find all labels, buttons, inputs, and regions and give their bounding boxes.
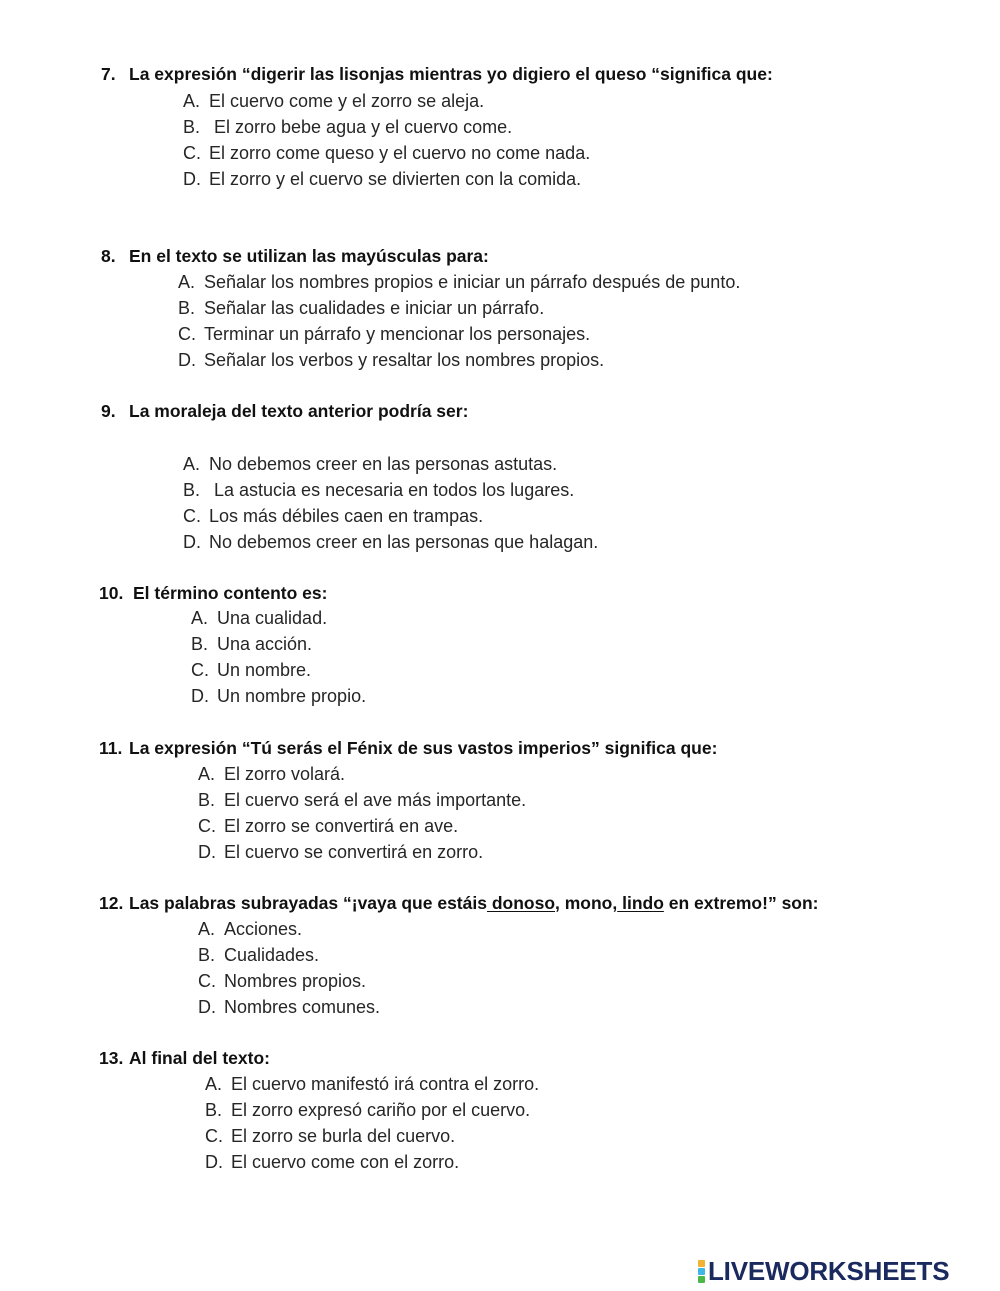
question-prompt: 10. El término contento es: (99, 583, 328, 603)
answer-option[interactable]: D. El cuervo se convertirá en zorro. (198, 842, 484, 862)
answer-option[interactable]: D. Señalar los verbos y resaltar los nombres propios. (178, 350, 605, 370)
answer-option[interactable]: C. El zorro come queso y el cuervo no come nada. (183, 143, 591, 163)
question-prompt: 8. En el texto se utilizan las mayúsculas para: (101, 246, 489, 266)
question-prompt: 13. Al final del texto: (99, 1048, 270, 1068)
answer-option[interactable]: B. Cualidades. (198, 945, 320, 965)
answer-option[interactable]: D. El zorro y el cuervo se divierten con la comida. (183, 169, 582, 189)
question-prompt: 7. La expresión “digerir las lisonjas mientras yo digiero el queso “significa que: (101, 64, 773, 84)
question-prompt: 12. Las palabras subrayadas “¡vaya que estáis donoso, mono, lindo en extremo!” son: (99, 893, 819, 913)
answer-option[interactable]: C. El zorro se burla del cuervo. (205, 1126, 456, 1146)
answer-option[interactable]: B. Una acción. (191, 634, 313, 654)
answer-option[interactable]: C. Nombres propios. (198, 971, 367, 991)
logo-text: LIVEWORKSHEETS (708, 1255, 950, 1286)
logo-mark-square (698, 1268, 705, 1275)
question-prompt: 9. La moraleja del texto anterior podría ser: (101, 401, 469, 421)
answer-option[interactable]: C. Terminar un párrafo y mencionar los personajes. (178, 324, 591, 344)
logo-mark-icon (698, 1260, 705, 1283)
answer-option[interactable]: A. El zorro volará. (198, 764, 346, 784)
answer-option[interactable]: B. Señalar las cualidades e iniciar un párrafo. (178, 298, 545, 318)
answer-option[interactable]: C. Un nombre. (191, 660, 312, 680)
answer-option[interactable]: A. Señalar los nombres propios e iniciar un párrafo después de punto. (178, 272, 741, 292)
answer-option[interactable]: A. El cuervo come y el zorro se aleja. (183, 91, 485, 111)
answer-option[interactable]: B. El zorro bebe agua y el cuervo come. (183, 117, 513, 137)
logo-mark-square (698, 1260, 705, 1267)
answer-option[interactable]: D. Nombres comunes. (198, 997, 381, 1017)
answer-option[interactable]: D. No debemos creer en las personas que halagan. (183, 532, 599, 552)
question-prompt: 11. La expresión “Tú serás el Fénix de sus vastos imperios” significa que: (99, 738, 718, 758)
answer-option[interactable]: C. El zorro se convertirá en ave. (198, 816, 459, 836)
underlined-word: donoso (486, 893, 556, 913)
answer-option[interactable]: A. No debemos creer en las personas astutas. (183, 454, 558, 474)
answer-option[interactable]: A. Acciones. (198, 919, 303, 939)
underlined-word: lindo (617, 893, 664, 913)
answer-option[interactable]: B. La astucia es necesaria en todos los lugares. (183, 480, 575, 500)
answer-option[interactable]: C. Los más débiles caen en trampas. (183, 506, 484, 526)
answer-option[interactable]: A. Una cualidad. (191, 608, 328, 628)
liveworksheets-logo (698, 1256, 949, 1286)
answer-option[interactable]: A. El cuervo manifestó irá contra el zorro. (205, 1074, 540, 1094)
answer-option[interactable]: B. El zorro expresó cariño por el cuervo. (205, 1100, 531, 1120)
answer-option[interactable]: D. El cuervo come con el zorro. (205, 1152, 460, 1172)
answer-option[interactable]: D. Un nombre propio. (191, 686, 367, 706)
answer-option[interactable]: B. El cuervo será el ave más importante. (198, 790, 527, 810)
logo-mark-square (698, 1276, 705, 1283)
